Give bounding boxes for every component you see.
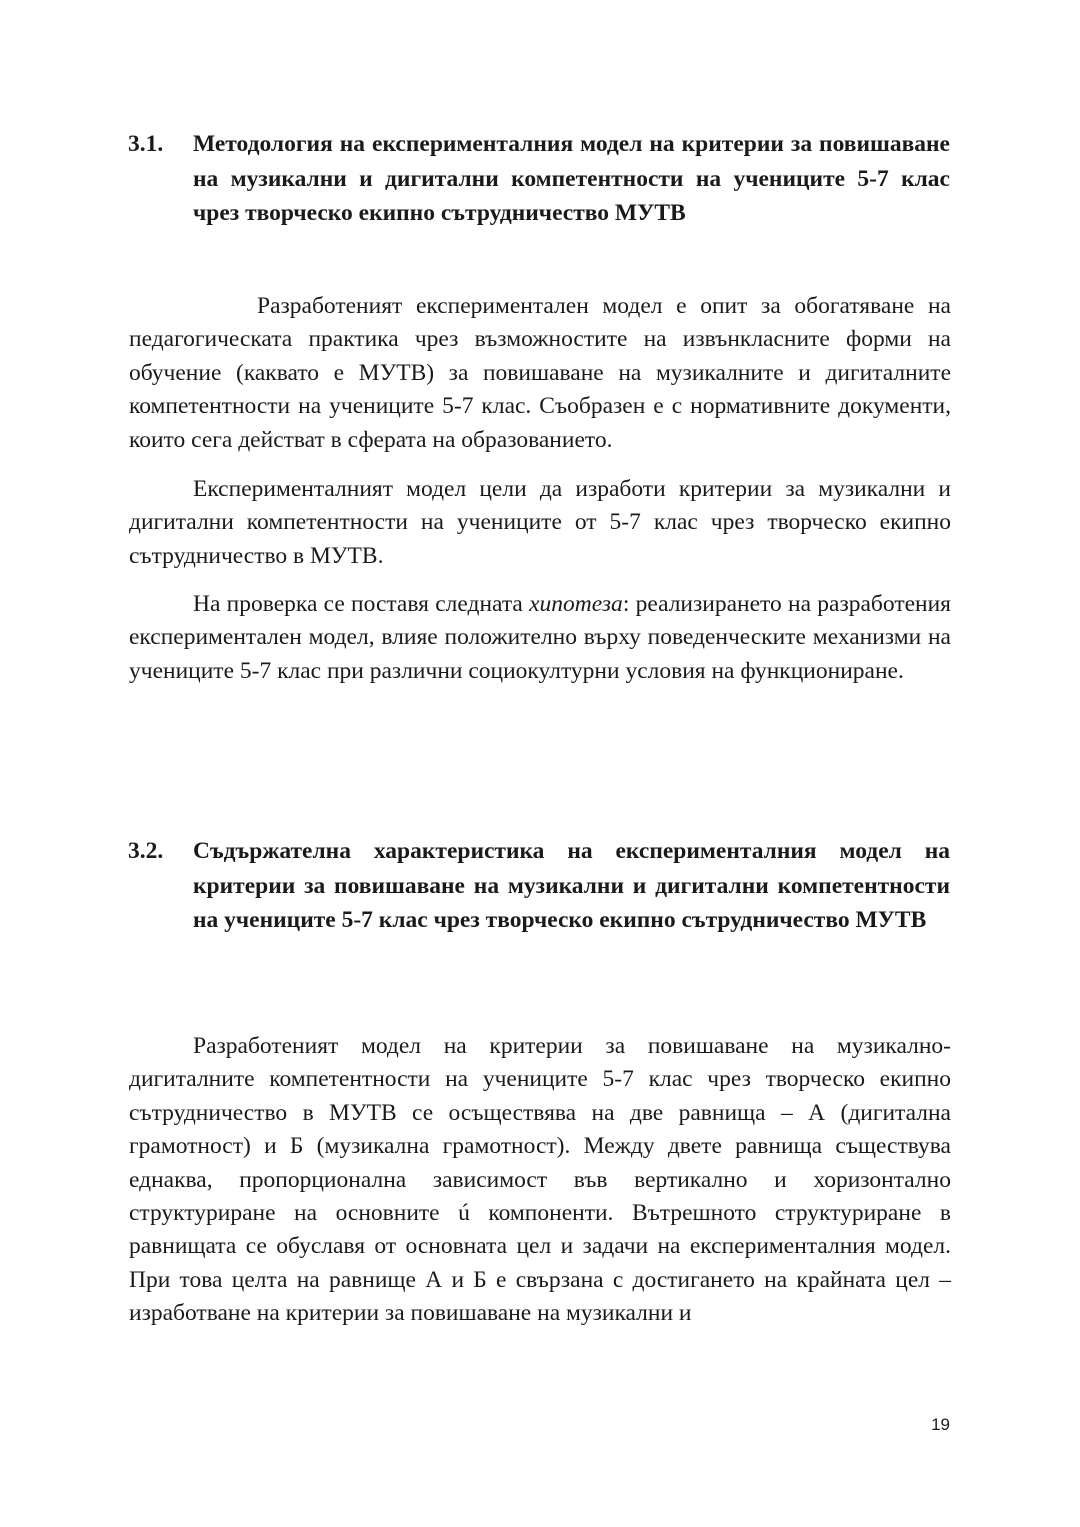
section-number: 3.1. xyxy=(128,131,164,157)
hypothesis-paragraph xyxy=(129,588,951,688)
body-paragraph: Разработеният модел на критерии за повишаване на музикално-дигиталните компетентности на учениците 5-7 клас чрез творческо екипно сътрудничество в МУТВ се осъществява на две равнища – А (дигитална грамотност) и Б (музикална грамотност). Между двете равнища съществува еднаква, пропорционална зависимост във вертикално и хоризонтално структуриране на основните ú компоненти. Вътрешното структуриране в равнищата се обуславя от основната цел и задачи на експерименталния модел. При това целта на равнище А и Б е свързана с достигането на крайната цел – изработване на критерии за повишаване на музикални и xyxy=(129,1033,951,1327)
section-heading-3-1 xyxy=(128,127,950,231)
hypothesis-body-text: : реализирането на разработения експериментален модел, влияе положително върху поведенческите механизми на учениците 5-7 клас при различни социокултурни условия на функциониране. xyxy=(129,591,951,684)
section-heading-3-2 xyxy=(128,834,950,938)
hypothesis-lead-text: На проверка се поставя следната xyxy=(193,591,530,617)
page-number: 19 xyxy=(931,1415,950,1434)
section-title: Съдържателна характеристика на експерименталния модел на критерии за повишаване на музикални и дигитални компетентности на учениците 5-7 клас чрез творческо екипно сътрудничество МУТВ xyxy=(193,838,950,933)
body-paragraph: Експерименталният модел цели да изработи критерии за музикални и дигитални компетентности на учениците от 5-7 клас чрез творческо екипно сътрудничество в МУТВ. xyxy=(129,476,951,569)
section-number: 3.2. xyxy=(128,838,164,864)
section-title: Методология на експерименталния модел на критерии за повишаване на музикални и дигитални компетентности на учениците 5-7 клас чрез творческо екипно сътрудничество МУТВ xyxy=(193,131,950,226)
body-paragraph: Разработеният експериментален модел е опит за обогатяване на педагогическата практика чрез възможностите на извънкласните форми на обучение (каквато е МУТВ) за повишаване на музикалните и дигиталните компетентности на учениците 5-7 клас. Съобразен е с нормативните документи, които сега действат в сферата на образованието. xyxy=(129,293,951,453)
hypothesis-term: хипотеза xyxy=(529,591,623,617)
